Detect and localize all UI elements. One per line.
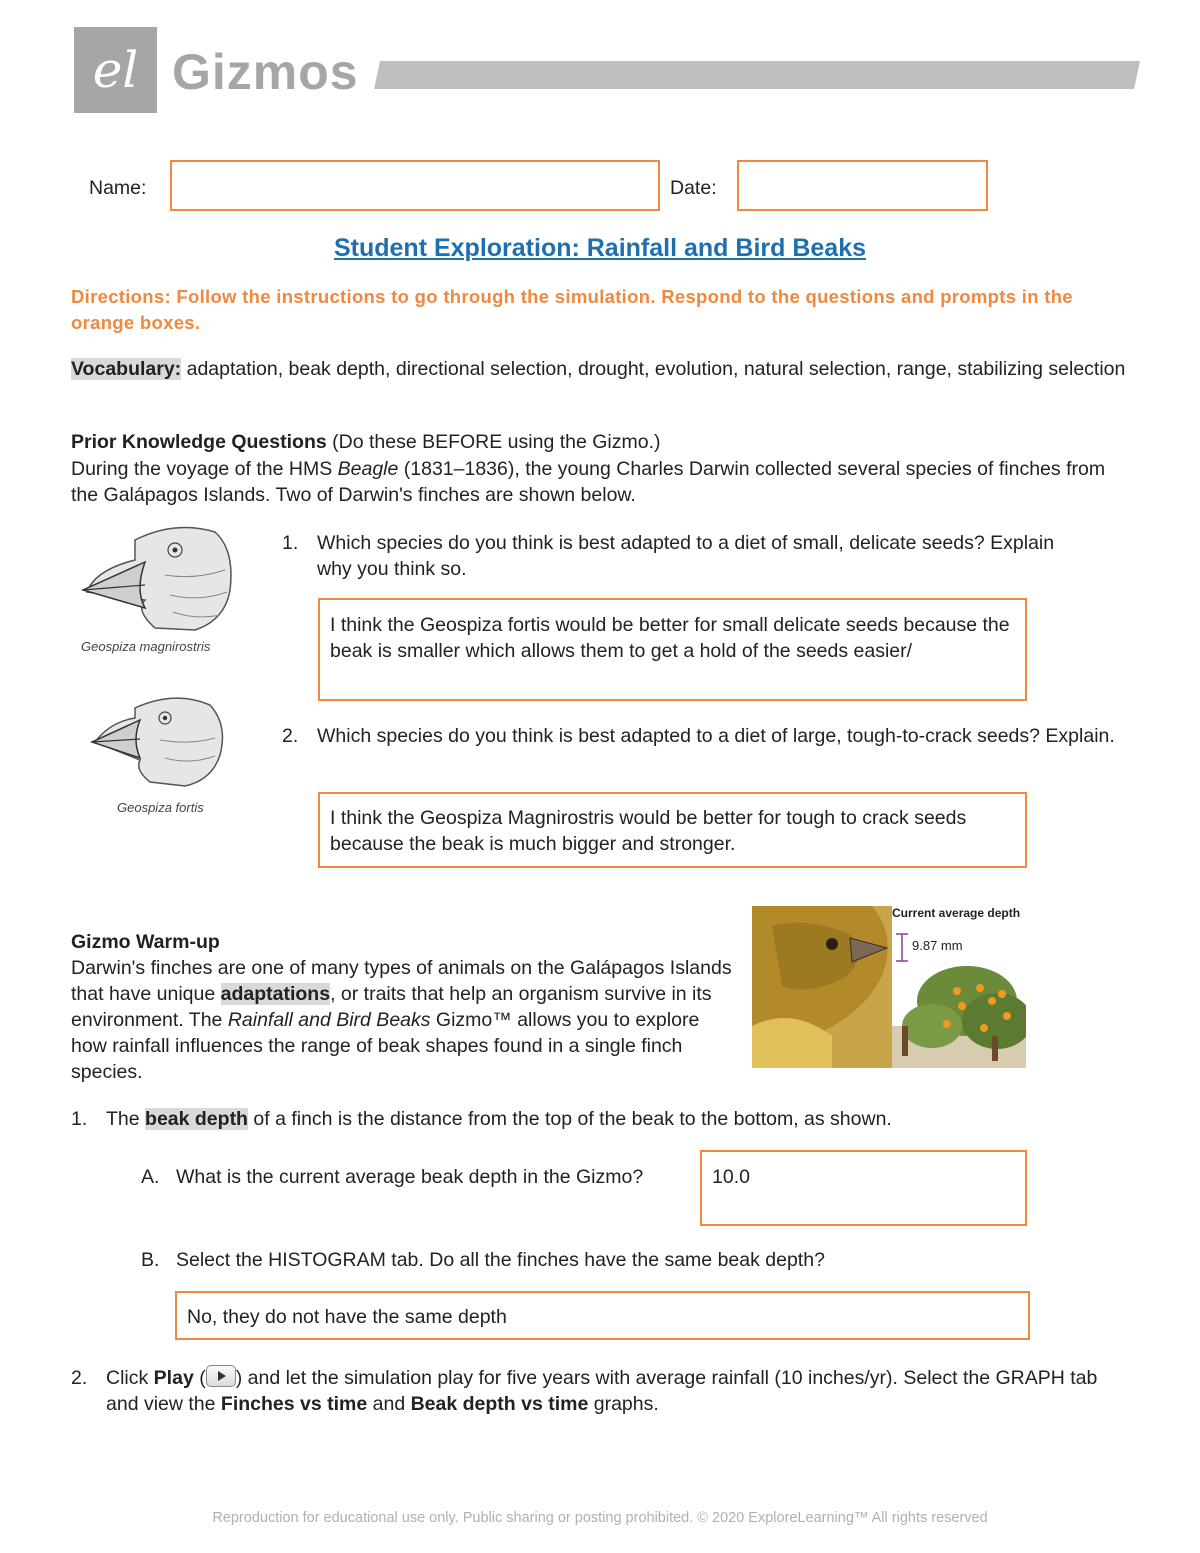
warmup-q2-text-b: ( bbox=[193, 1367, 206, 1389]
warmup-qB-text: Select the HISTOGRAM tab. Do all the finches have the same beak depth? bbox=[176, 1249, 825, 1271]
warmup-highlight: adaptations bbox=[220, 983, 331, 1005]
warmup-italic: Rainfall and Bird Beaks bbox=[227, 1009, 431, 1031]
warmup-q2-play-word: Play bbox=[153, 1367, 194, 1389]
gizmo-screenshot bbox=[752, 906, 1026, 1068]
date-label: Date: bbox=[670, 177, 717, 199]
caption-fortis: Geospiza fortis bbox=[117, 800, 204, 815]
warmup-q2-text-d: and bbox=[367, 1393, 411, 1415]
warmup-qA-answer: 10.0 bbox=[712, 1166, 750, 1188]
warmup-qA-letter: A. bbox=[141, 1166, 160, 1188]
name-value bbox=[172, 162, 658, 172]
prior-q2-number: 2. bbox=[282, 725, 299, 747]
caption-magnirostris: Geospiza magnirostris bbox=[81, 639, 211, 654]
name-label: Name: bbox=[89, 177, 147, 199]
warmup-text-1: Darwin's finches are one of many types of animals on the Galápagos Islands that have unique bbox=[71, 957, 732, 1005]
play-button-icon bbox=[206, 1365, 236, 1387]
warmup-qB-answer-box[interactable] bbox=[175, 1291, 1030, 1340]
prior-q1-number: 1. bbox=[282, 532, 299, 554]
prior-q1-answer: I think the Geospiza fortis would be better for small delicate seeds because the beak is smaller which allows them to get a hold of the seeds easier/ bbox=[330, 614, 1010, 662]
prior-q2-answer: I think the Geospiza Magnirostris would be better for tough to crack seeds because the beak is much bigger and stronger. bbox=[330, 807, 967, 855]
warmup-qA-answer-box[interactable] bbox=[700, 1150, 1027, 1226]
prior-q2-answer-box[interactable] bbox=[318, 792, 1027, 868]
warmup-qA-text: What is the current average beak depth in the Gizmo? bbox=[176, 1166, 644, 1188]
gizmo-depth-value: 9.87 mm bbox=[912, 938, 963, 953]
warmup-q1-text-b: of a finch is the distance from the top of the beak to the bottom, as shown. bbox=[247, 1108, 892, 1130]
warmup-q2-text-a: Click bbox=[106, 1367, 154, 1389]
directions: Directions: Follow the instructions to go through the simulation. Respond to the questions and prompts in the orange boxes. bbox=[71, 286, 1073, 333]
warmup-text-2: , or traits that help an organism survive in its environment. The bbox=[71, 983, 712, 1031]
prior-intro-text-2: (1831–1836), the young Charles Darwin collected several species of finches from the Galápagos Islands. Two of Darwin's finches are shown below. bbox=[71, 458, 1106, 506]
warmup-heading-text: Gizmo Warm-up bbox=[71, 931, 220, 953]
warmup-q1-number: 1. bbox=[71, 1108, 88, 1130]
warmup-q2-number: 2. bbox=[71, 1367, 88, 1389]
vocabulary-label: Vocabulary: bbox=[71, 358, 182, 380]
finch-magnirostris-image bbox=[75, 520, 240, 635]
page-title: Student Exploration: Rainfall and Bird Beaks bbox=[333, 234, 867, 262]
warmup-q2-bold-2: Beak depth vs time bbox=[410, 1393, 589, 1415]
header-bar bbox=[374, 61, 1140, 89]
prior-q1-text: Which species do you think is best adapted to a diet of small, delicate seeds? Explain why you think so. bbox=[317, 532, 1055, 580]
date-field[interactable] bbox=[737, 160, 988, 211]
warmup-q2-text-e: graphs. bbox=[588, 1393, 659, 1415]
warmup-q2-text bbox=[106, 1365, 1106, 1417]
warmup-text-3: Gizmo™ allows you to explore how rainfall influences the range of beak shapes found in a single finch species. bbox=[71, 1009, 700, 1083]
warmup-qB-letter: B. bbox=[141, 1249, 160, 1271]
brand-name: Gizmos bbox=[172, 44, 359, 100]
warmup-q1-highlight: beak depth bbox=[145, 1108, 248, 1130]
prior-heading bbox=[71, 429, 1131, 455]
finch-fortis-image bbox=[80, 690, 230, 790]
warmup-heading bbox=[71, 929, 220, 955]
warmup-q2-text-c: ) and let the simulation play for five years with average rainfall (10 inches/yr). Select the GRAPH tab and view the bbox=[106, 1367, 1098, 1415]
footer-copyright: Reproduction for educational use only. Public sharing or posting prohibited. © 2020 ExploreLearning™ All rights reserved bbox=[212, 1510, 988, 1526]
prior-intro-text-1: During the voyage of the HMS bbox=[71, 458, 338, 480]
warmup-q1-text-a: The bbox=[106, 1108, 146, 1130]
gizmo-depth-label: Current average depth bbox=[892, 906, 1021, 920]
vocabulary bbox=[71, 356, 1131, 382]
name-field[interactable] bbox=[170, 160, 660, 211]
prior-heading-note: (Do these BEFORE using the Gizmo.) bbox=[326, 431, 661, 453]
prior-q2-text: Which species do you think is best adapted to a diet of large, tough-to-crack seeds? Explain. bbox=[317, 725, 1115, 747]
warmup-q1-text bbox=[106, 1106, 1126, 1132]
warmup-qB-answer: No, they do not have the same depth bbox=[187, 1306, 507, 1328]
date-value bbox=[739, 162, 986, 172]
finch-gizmo-image bbox=[752, 906, 1026, 1068]
prior-q1-answer-box[interactable] bbox=[318, 598, 1027, 701]
warmup-q2-bold-1: Finches vs time bbox=[220, 1393, 368, 1415]
warmup-paragraph bbox=[71, 955, 736, 1085]
prior-intro-italic: Beagle bbox=[337, 458, 399, 480]
prior-heading-title: Prior Knowledge Questions bbox=[71, 431, 327, 453]
explorelearning-logo-icon: el bbox=[92, 41, 139, 99]
prior-intro bbox=[71, 456, 1121, 508]
vocabulary-text: adaptation, beak depth, directional selection, drought, evolution, natural selection, range, stabilizing selection bbox=[181, 358, 1126, 380]
